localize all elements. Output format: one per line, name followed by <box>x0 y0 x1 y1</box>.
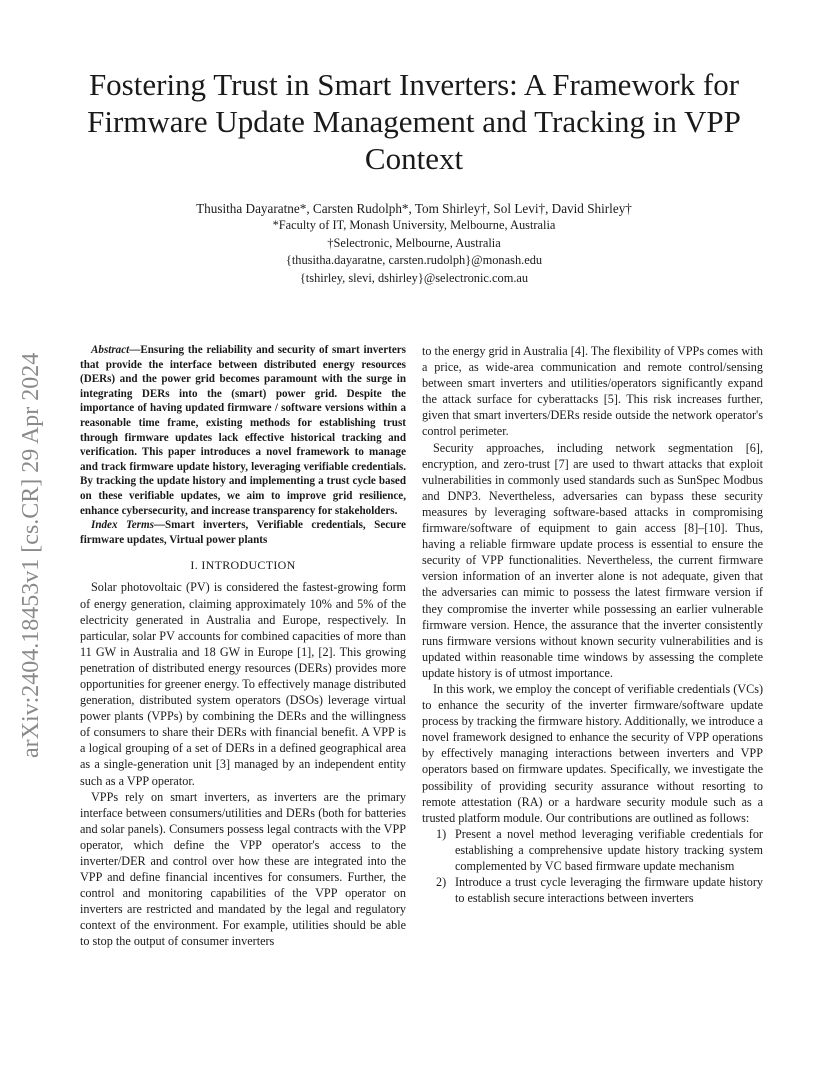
list-item-number: 2) <box>436 875 447 890</box>
affiliations <box>60 217 768 287</box>
section-heading-introduction: I. INTRODUCTION <box>190 558 296 573</box>
paragraph: In this work, we employ the concept of verifiable credentials (VCs) to enhance the security of the inverter firmware/software update process by tracking the firmware history. Additionally, we introduce a novel framework designed to enhance the security of VPP operations by effectively managing interactions between inverters and VPP operators based on firmware updates. Specifically, we investigate the possibility of providing security assurance without resorting to remote attestation (RA) or a hardware security module such as a trusted platform module. Our contributions are outlined as follows: <box>422 681 763 825</box>
list-item-number: 1) <box>436 826 447 841</box>
affiliation-selectronic: †Selectronic, Melbourne, Australia <box>327 235 501 250</box>
paragraph: VPPs rely on smart inverters, as inverters are the primary interface between consumers/utilities and DERs (both for batteries and solar panels). Consumers possess legal contracts with the VPP operator, which define the VPP operator's access to the inverter/DER and control over how these are integrated into the VPP and define financial incentives for consumers. Further, the control and monitoring capabilities of the VPP operator on inverters are restricted and mandated by the legal and regulatory context of the environment. For example, utilities should be able to stop the output of consumer inverters <box>80 789 406 949</box>
affiliation-monash: *Faculty of IT, Monash University, Melbourne, Australia <box>272 218 556 232</box>
paper-title: Fostering Trust in Smart Inverters: A Framework for Firmware Update Management and Tracking in VPP Context <box>87 67 741 176</box>
abstract <box>80 343 406 518</box>
abstract-text: —Ensuring the reliability and security of smart inverters that provide the interface between distributed energy resources (DERs) and the power grid becomes paramount with the surge in integrating DERs into the (smart) power grid. Despite the importance of having updated firmware / software versions within a reasonable time frame, existing methods for establishing trust through firmware updates lack effective historical tracking and verification. This paper introduces a novel framework to manage and track firmware update history, leveraging verifiable credentials. By tracking the update history and implementing a trust cycle based on these verifiable updates, we aim to improve grid resilience, enhance cybersecurity, and increase transparency for stakeholders. <box>80 344 406 517</box>
paragraph: Solar photovoltaic (PV) is considered the fastest-growing form of energy generation, claiming approximately 10% and 5% of the electricity generated in Australia and Europe, respectively. In particular, solar PV accounts for combined capacities of more than 11 GW in Australia and 18 GW in Europe [1], [2]. This growing penetration of distributed energy resources (DERs) provides more opportunities for greener energy. To effectively manage distributed generation, distributed system operators (DSOs) leverage virtual power plants (VPPs) by combining the DERs and the willingness of consumers to share their DERs with financial benefit. A VPP is a logical grouping of a set of DERs in a defined geographical area as a single-generation unit [3] managed by an independent entity such as a VPP operator. <box>80 580 406 788</box>
list-item <box>422 826 763 874</box>
contributions-list <box>422 826 763 906</box>
paragraph: Security approaches, including network segmentation [6], encryption, and zero-trust [7] are used to thwart attacks that exploit vulnerabilities in commonly used standards such as SunSpec Modbus and DNP3. Nevertheless, adversaries can bypass these security measures by leveraging software-based attacks in compromising firmware/software of equipment to gain access [8]–[10]. Thus, having a reliable firmware update process is essential to ensure the security of VPP functionalities. Nevertheless, the current firmware version information of an inverter alone is not adequate, given that the adversaries can mimic to possess the latest firmware version if they compromise the inverter while possessing an earlier vulnerable firmware version. Hence, the assurance that the inverter consistently runs firmware versions without known security vulnerabilities and is updated within reasonable time windows by assessing the complete update history is of utmost importance. <box>422 440 763 680</box>
paragraph: to the energy grid in Australia [4]. The flexibility of VPPs comes with a price, as wide-area communication and remote control/sensing between smart inverters and utilities/operators significantly expand the attack surface for cyberattacks [5]. This risk increases further, given that smart inverters/DERs reside outside the network operator's control perimeter. <box>422 344 763 439</box>
list-item-text: Introduce a trust cycle leveraging the firmware update history to establish secure interactions between inverters <box>455 875 763 906</box>
email-monash: {thusitha.dayaratne, carsten.rudolph}@monash.edu <box>285 253 543 268</box>
index-terms-label: Index Terms <box>91 519 154 532</box>
index-terms <box>80 518 406 547</box>
list-item <box>422 874 763 906</box>
abstract-label: Abstract <box>91 344 130 356</box>
list-item-text: Present a novel method leveraging verifiable credentials for establishing a comprehensive update history tracking system complemented by VC based firmware update mechanism <box>455 826 763 873</box>
right-column <box>422 343 763 906</box>
left-column <box>80 343 406 950</box>
index-terms-text: —Smart inverters, Verifiable credentials, Secure firmware updates, Virtual power plants <box>80 519 406 546</box>
arxiv-identifier: arXiv:2404.18453v1 [cs.CR] 29 Apr 2024 <box>18 352 44 758</box>
email-selectronic: {tshirley, slevi, dshirley}@selectronic.com.au <box>299 270 529 285</box>
author-list: Thusitha Dayaratne*, Carsten Rudolph*, Tom Shirley†, Sol Levi†, David Shirley† <box>196 201 632 216</box>
